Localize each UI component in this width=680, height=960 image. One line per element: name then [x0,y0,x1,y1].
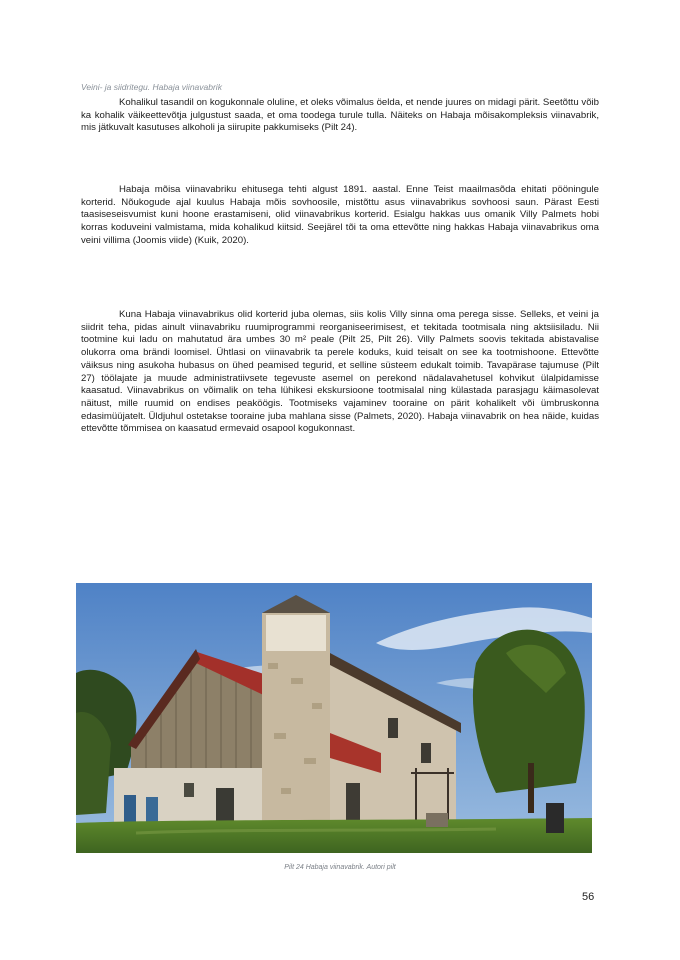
paragraph-3: Kuna Habaja viinavabrikus olid korterid juba olemas, siis kolis Villy sinna oma perega sisse. Selleks, et veini ja siidrit teha, pidas ainult viinavabriku ruumiprogrammi reorganiseerimisest, et tekitada tootmisala ning aktsiisiladu. Nii tootmine kui ladu on mahutatud ära umbes 30 m² peale (Pilt 25, Pilt 26). Villy Palmets soovis tekitada abistavalise olukorra oma brändi loomisel. Ühtlasi on viinavabrik ta perele koduks, kuid teisalt on see ka tootmishoone. Ettevõtte väiksus ning asukoha hubasus on ühed peamised tegurid, et selline süsteem edukalt toimib. Tavapärase tajumuse (Pilt 27) töölajate ja muude administratiivsete tegevuste asemel on perekond nädalavahetusel kohvikut ülalpidamisse kaasatud. Viinavabrikus on võimalik on teha lühikesi ekskursioone tootmisalal ning külastada parasjagu käimasolevat näitust, mille ruumid on endises peaköögis. Tootmiseks vajaminev tooraine on pärit kohalikelt või ümbruskonna edasimüüjatelt. Üldjuhul ostetakse tooraine juba mahlana sisse (Palmets, 2020). Habaja viinavabrik on hea näide, kuidas ettevõtte tõmmisea on kaasatud ermevaid osapool kogukonnast. [81,309,599,435]
distillery-photo [76,583,592,853]
page-number: 56 [582,891,595,903]
running-header: Veini- ja siidritegu. Habaja viinavabrik [81,82,222,92]
paragraph-1: Kohalikul tasandil on kogukonnale oluline, et oleks võimalus öelda, et nende juures on midagi pärit. Seetõttu võib ka kohalik väikeettevõtja julgustust saada, et oma toodega turule tulla. Näiteks on Habaja mõisakompleksis viinavabrik, mis jätkuvalt kasutuses alkoholi ja siirupite pakkumiseks (Pilt 24). [81,97,599,134]
photo-caption: Pilt 24 Habaja viinavabrik. Autori pilt [284,864,396,871]
distillery-illustration [76,583,592,853]
paragraph-2: Habaja mõisa viinavabriku ehitusega tehti algust 1891. aastal. Enne Teist maailmasõda ehitati pööningule korterid. Nõukogude ajal kuulus Habaja mõis sovhoosile, mistõttu asus viinavabrikus sovhoosi saun. Pärast Eesti taasiseseisvumist kuni hoone erastamiseni, olid viinavabrikus korterid. Esialgu hakkas uus omanik Villy Palmets hobi korras koduveini valmistama, mida kohalikud kiitsid. Seejärel tõi ta oma ettevõtte ning hakkas Habaja viinavabrikus oma veini villima (Joomis viide) (Kuik, 2020). [81,184,599,246]
